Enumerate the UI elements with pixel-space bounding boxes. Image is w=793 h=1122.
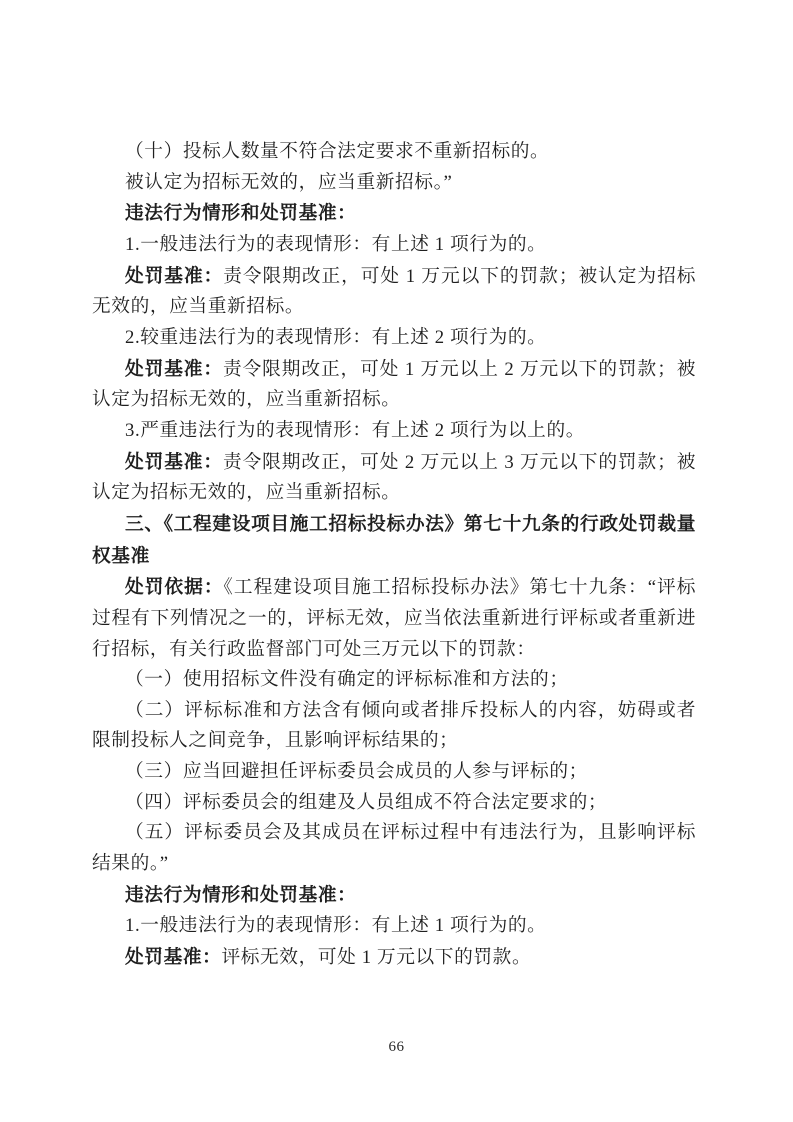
bold-text-run: 处罚基准：	[125, 450, 223, 472]
list-item-clause-10	[92, 137, 696, 168]
text-run: （十）投标人数量不符合法定要求不重新招标的。	[125, 141, 550, 162]
paragraph-penalty-basis	[92, 572, 696, 665]
list-item-4	[92, 788, 696, 819]
text-run: 被认定为招标无效的，应当重新招标。”	[125, 171, 453, 193]
list-item-1	[92, 665, 696, 696]
page-footer	[0, 1039, 793, 1056]
text-run: 《工程建设项目施工招标投标办法》第七十九条：“评标过程有下列情况之一的，评标无效，应当依法重新进行评标或者重新进行招标，有关行政监督部门可处三万元以下的罚款：	[92, 577, 696, 660]
text-run: 责令限期改正，可处 2 万元以上 3 万元以下的罚款；被认定为招标无效的，应当重新招标。	[92, 451, 696, 504]
text-run: 3.严重违法行为的表现情形：有上述 2 项行为以上的。	[125, 419, 586, 441]
text-run: 责令限期改正，可处 1 万元以下的罚款；被认定为招标无效的，应当重新招标。	[92, 265, 697, 318]
list-item-2	[92, 696, 696, 757]
section-heading-3	[92, 509, 696, 572]
bold-text-run: 处罚基准：	[125, 946, 222, 968]
text-run: 1.一般违法行为的表现情形：有上述 1 项行为的。	[125, 233, 547, 255]
list-item-3	[92, 757, 696, 788]
paragraph-rebid-closing-quote	[92, 168, 696, 199]
heading-violation-and-penalty-benchmark-2	[92, 880, 696, 912]
bold-text-run: 处罚依据：	[125, 576, 224, 598]
bold-text-run: 违法行为情形和处罚基准：	[125, 202, 357, 224]
text-run: （四）评标委员会的组建及人员组成不符合法定要求的；	[125, 791, 608, 813]
text-run: 2.较重违法行为的表现情形：有上述 2 项行为的。	[125, 326, 547, 348]
text-run: 1.一般违法行为的表现情形：有上述 1 项行为的。	[125, 915, 547, 937]
paragraph-penalty-benchmark-4	[92, 942, 696, 974]
paragraph-penalty-benchmark-3	[92, 447, 696, 509]
text-run: （二）评标标准和方法含有倾向或者排斥投标人的内容，妨碍或者限制投标人之间竞争，且影响评标结果的；	[92, 699, 696, 752]
text-run: 评标无效，可处 1 万元以下的罚款。	[221, 947, 532, 969]
text-run: 责令限期改正，可处 1 万元以上 2 万元以下的罚款；被认定为招标无效的，应当重新招标。	[92, 358, 696, 411]
text-run: （五）评标委员会及其成员在评标过程中有违法行为，且影响评标结果的。”	[92, 822, 696, 875]
text-run: （三）应当回避担任评标委员会成员的人参与评标的；	[125, 761, 588, 783]
item-moderate-violation	[92, 323, 696, 354]
item-general-violation-1	[92, 230, 696, 261]
paragraph-penalty-benchmark-2	[92, 354, 696, 416]
heading-violation-and-penalty-benchmark-1	[92, 198, 696, 230]
text-run: （一）使用招标文件没有确定的评标标准和方法的；	[125, 669, 569, 691]
item-severe-violation	[92, 416, 696, 447]
bold-text-run: 三、《工程建设项目施工招标投标办法》第七十九条的行政处罚裁量权基准	[92, 512, 696, 566]
bold-text-run: 处罚基准：	[125, 357, 223, 379]
page-number: 66	[388, 1039, 405, 1055]
document-body	[92, 137, 696, 974]
item-general-violation-2	[92, 911, 696, 942]
bold-text-run: 违法行为情形和处罚基准：	[125, 883, 357, 905]
bold-text-run: 处罚基准：	[125, 264, 224, 286]
list-item-5	[92, 818, 696, 879]
paragraph-penalty-benchmark-1	[92, 261, 696, 323]
